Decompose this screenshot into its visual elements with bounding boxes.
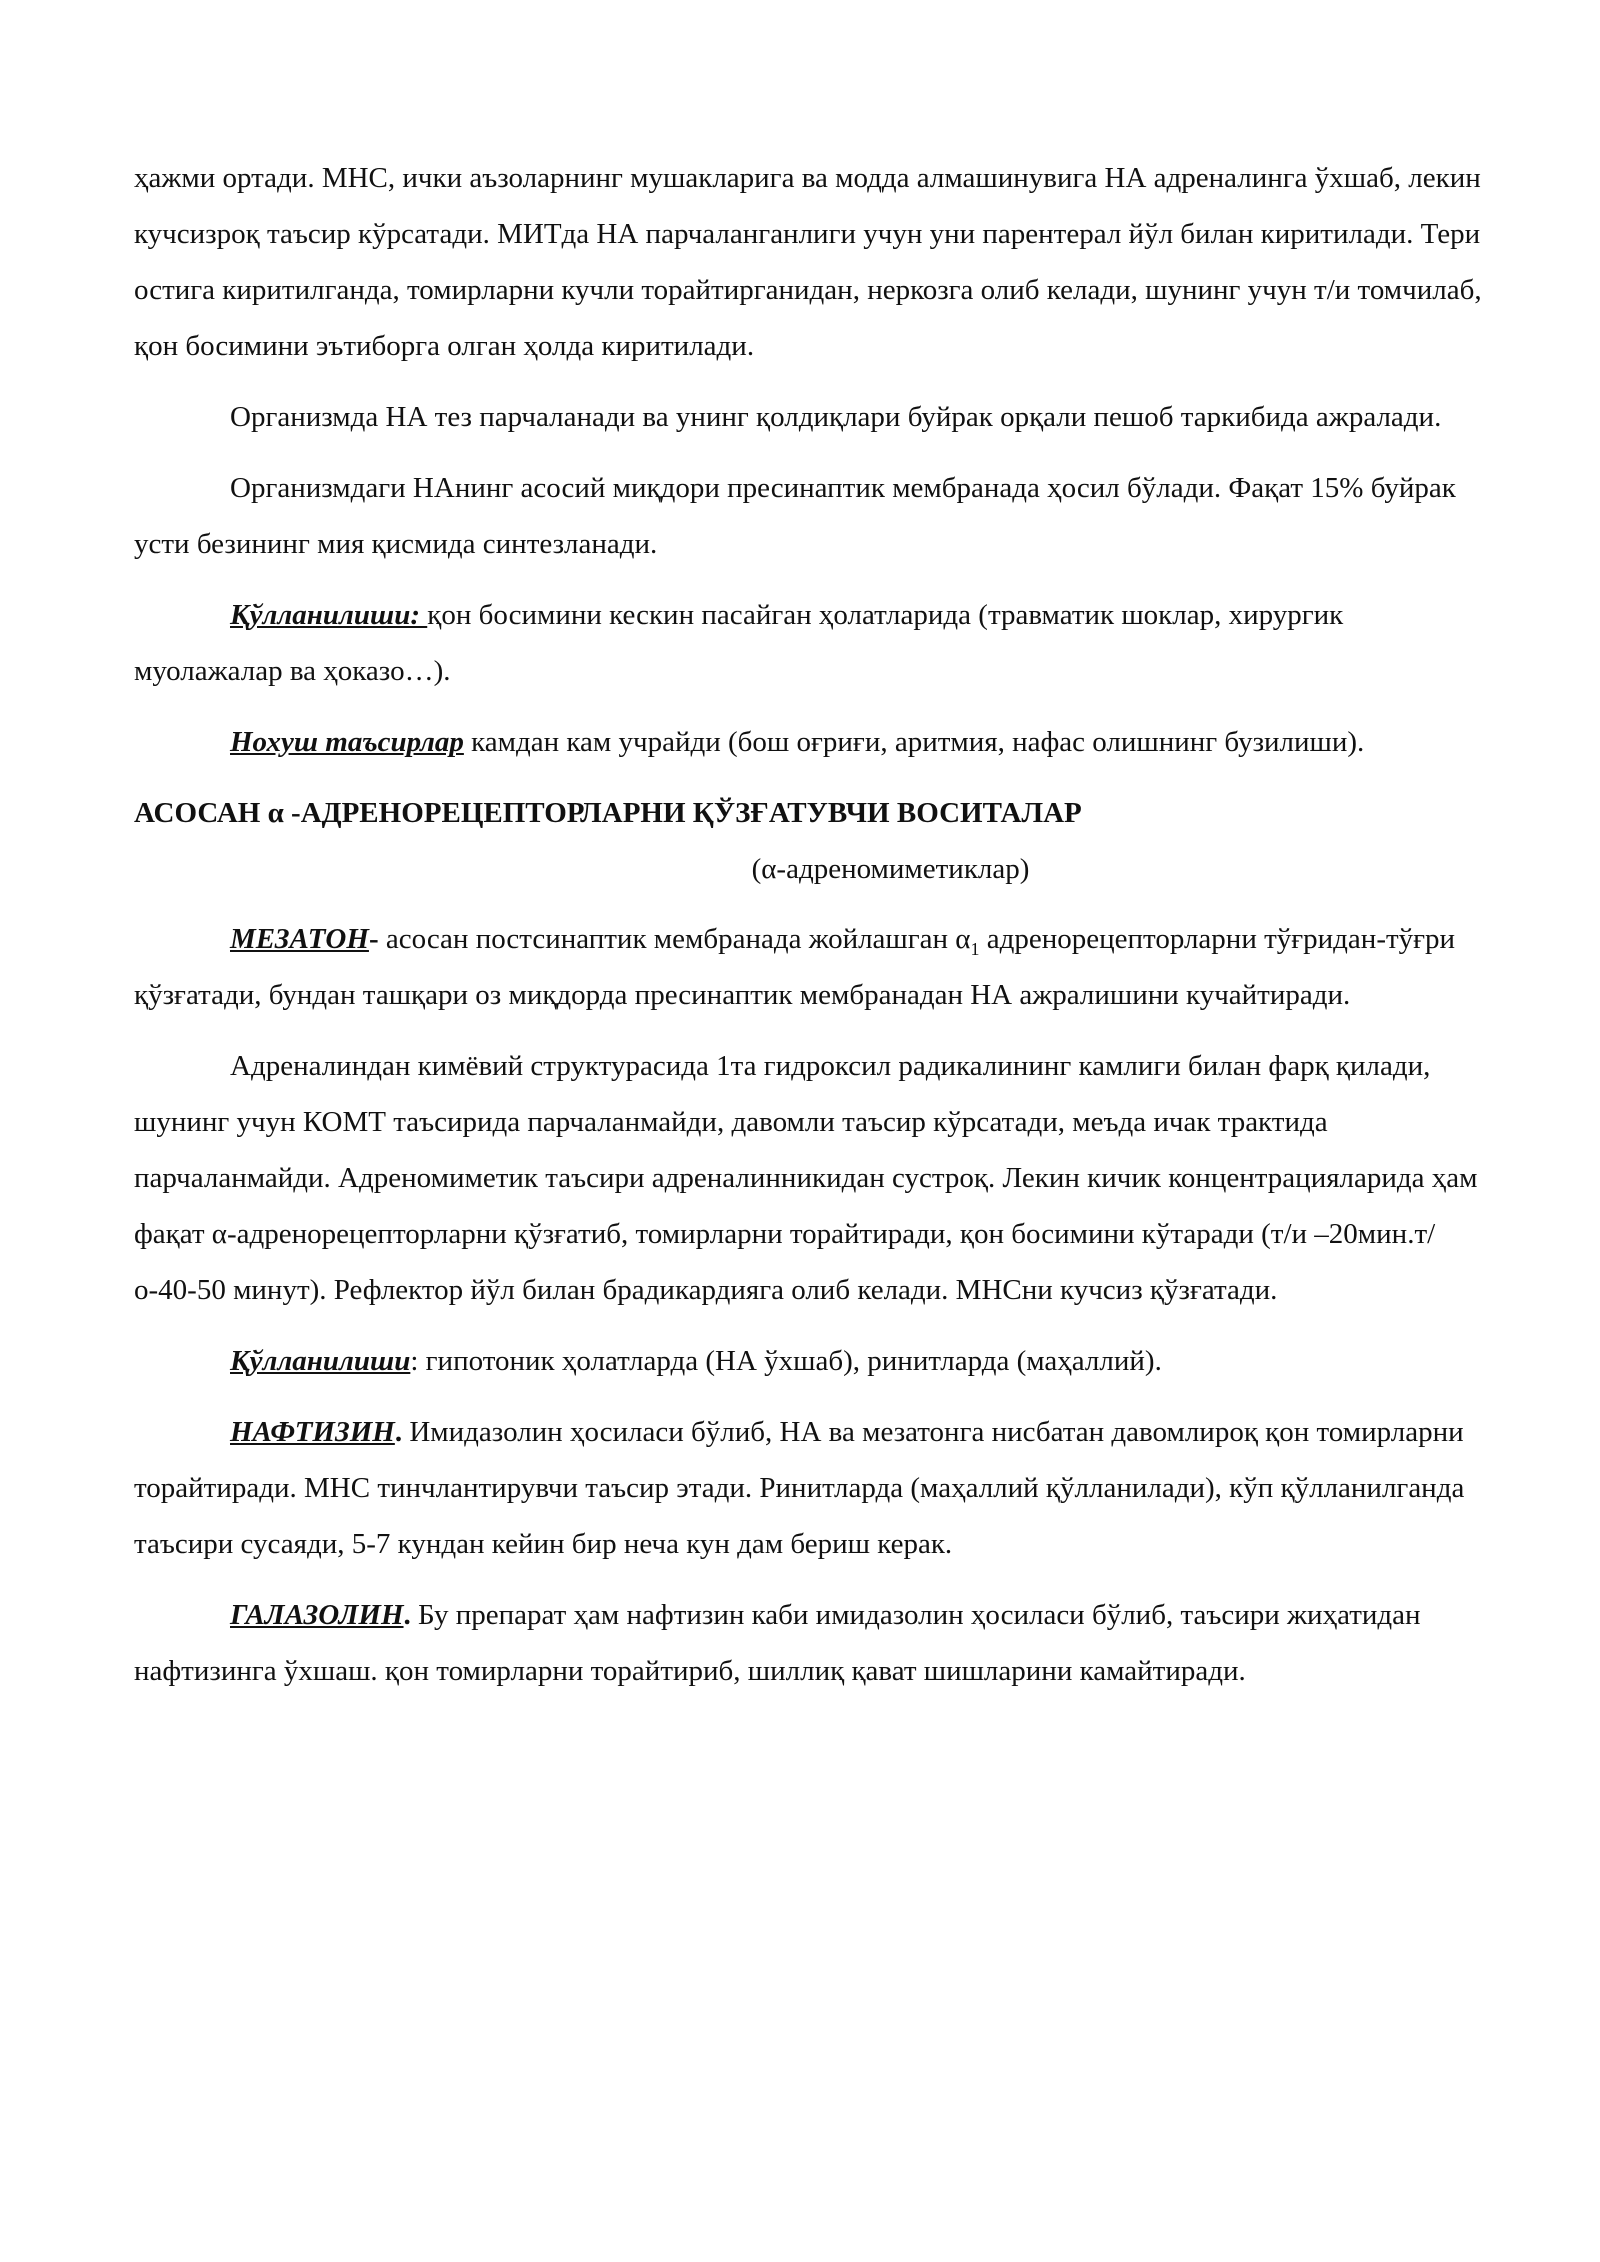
paragraph-usage-1 — [134, 587, 1482, 699]
paragraph-2-text: Организмда НА тез парчаланади ва унинг қолдиқлари буйрак орқали пешоб таркибида ажралади. — [230, 401, 1442, 433]
paragraph-side-effects — [134, 714, 1482, 770]
naftizin-dot: . — [394, 1416, 403, 1448]
paragraph-galazolin — [134, 1587, 1482, 1699]
galazolin-dot: . — [403, 1599, 411, 1631]
galazolin-text: Бу препарат ҳам нафтизин каби имидазолин ҳосиласи бўлиб, таъсири жиҳатидан нафтизинга ўхшаш. қон томирларни торайтириб, шиллиқ қават шишларини камайтиради. — [134, 1599, 1421, 1687]
mezaton-text-a: асосан постсинаптик мембранада жойлашган α — [378, 923, 971, 955]
mezaton-dash: - — [368, 923, 379, 955]
mezaton-term: МЕЗАТОН — [230, 923, 369, 955]
usage-text-2: : гипотоник ҳолатларда (НА ўхшаб), ринитларда (маҳаллий). — [410, 1345, 1162, 1377]
paragraph-1-text: ҳажми ортади. МНС, ички аъзоларнинг мушакларига ва модда алмашинувига НА адреналинга ўхшаб, лекин кучсизроқ таъсир кўрсатади. МИТда НА парчаланганлиги учун уни парентерал йўл билан киритилади. Тери остига киритилганда, томирларни кучли торайтирганидан, неркозга олиб келади, шунинг учун т/и томчилаб, қон босимини эътиборга олган ҳолда киритилади. — [134, 162, 1482, 362]
side-effects-term: Нохуш таъсирлар — [230, 726, 464, 758]
naftizin-text: Имидазолин ҳосиласи бўлиб, НА ва мезатонга нисбатан давомлироқ қон томирларни торайтиради. МНС тинчлантирувчи таъсир этади. Ринитларда (маҳаллий қўлланилади), кўп қўлланилганда таъсири сусаяди, 5-7 кундан кейин бир неча кун дам бериш керак. — [134, 1416, 1465, 1560]
paragraph-naftizin — [134, 1404, 1482, 1572]
section-subheading: (α-адреномиметиклар) — [751, 853, 1030, 885]
usage-term-2: Қўлланилиши — [230, 1345, 411, 1377]
naftizin-term: НАФТИЗИН — [230, 1416, 395, 1448]
mezaton-subscript: 1 — [970, 938, 980, 959]
paragraph-3-text: Организмдаги НАнинг асосий миқдори пресинаптик мембранада ҳосил бўлади. Фақат 15% буйрак усти безининг мия қисмида синтезланади. — [134, 472, 1456, 560]
paragraph-usage-2 — [134, 1333, 1482, 1389]
galazolin-term: ГАЛАЗОЛИН — [230, 1599, 404, 1631]
paragraph-1 — [134, 150, 1482, 374]
section-heading: АСОСАН α -АДРЕНОРЕЦЕПТОРЛАРНИ ҚЎЗҒАТУВЧИ ВОСИТАЛАР — [134, 797, 1082, 829]
paragraph-7-text: Адреналиндан кимёвий структурасида 1та гидроксил радикалининг камлиги билан фарқ қилади, шунинг учун КОМТ таъсирида парчаланмайди, давомли таъсир кўрсатади, меъда ичак трактида парчаланмайди. Адреномиметик таъсири адреналинникидан сустроқ. Лекин кичик концентрацияларида ҳам фақат α-адренорецепторларни қўзғатиб, томирларни торайтиради, қон босимини кўтаради (т/и –20мин.т/о-40-50 минут). Рефлектор йўл билан брадикардияга олиб келади. МНСни кучсиз қўзғатади. — [134, 1050, 1478, 1306]
paragraph-7 — [134, 1038, 1482, 1318]
paragraph-mezaton — [134, 911, 1482, 1023]
mezaton-text-b: адренорецепторларни тўғридан-тўғри қўзғатади, бундан ташқари оз миқдорда пресинаптик мембранадан НА ажралишини кучайтиради. — [134, 923, 1456, 1011]
usage-term: Қўлланилиши: — [230, 599, 428, 631]
side-effects-text: камдан кам учрайди (бош оғриғи, аритмия, нафас олишнинг бузилиши). — [463, 726, 1365, 758]
paragraph-3 — [134, 460, 1482, 572]
paragraph-2 — [134, 389, 1482, 445]
usage-text: қон босимини кескин пасайган ҳолатларида (травматик шоклар, хирургик муолажалар ва ҳоказо…). — [134, 599, 1344, 687]
